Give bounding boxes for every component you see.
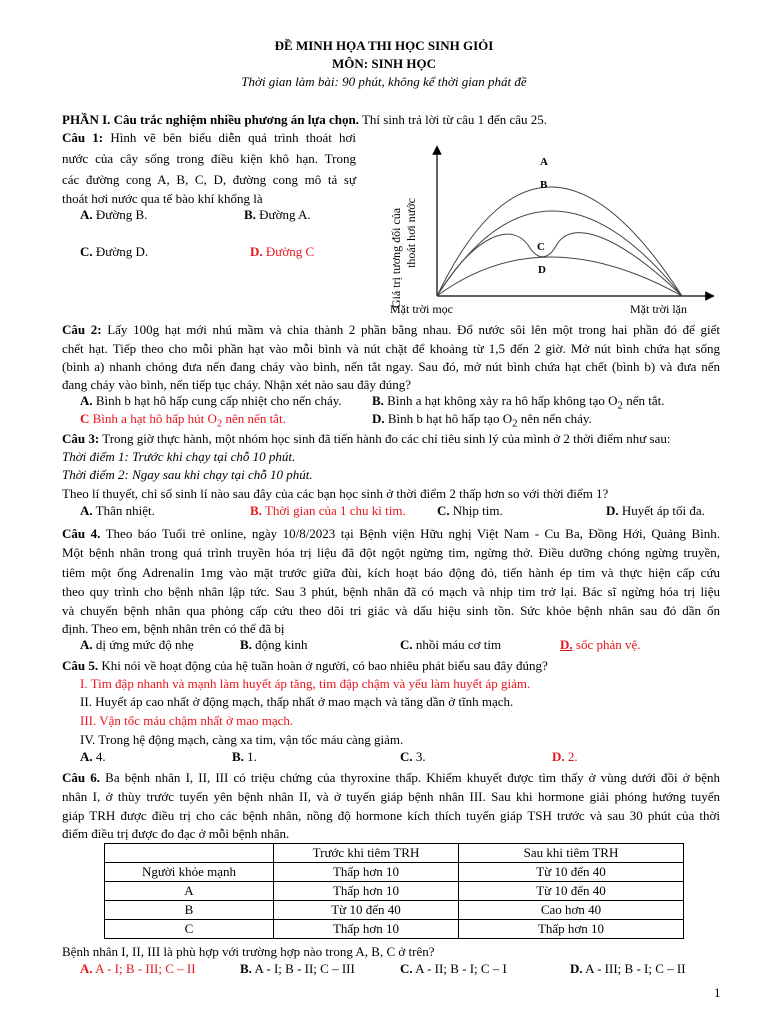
q6-option-a[interactable] (80, 961, 196, 977)
option-text: A - I; B - II; C – III (251, 961, 355, 976)
q4-option-b[interactable] (240, 637, 308, 653)
table-cell: Thấp hơn 10 (274, 882, 459, 901)
table-row (105, 920, 684, 939)
table-cell: Cao hơn 40 (459, 901, 684, 920)
option-text: Bình b hạt hô hấp cung cấp nhiệt cho nến cháy. (92, 393, 342, 408)
q3-option-b[interactable] (250, 503, 406, 519)
q2-option-b[interactable] (372, 393, 664, 412)
table-cell: B (105, 901, 274, 920)
option-text: Đường C (262, 244, 315, 259)
q2-text1: Lấy 100g hạt mới nhú mầm và chia thành 2 phần bằng nhau. Đổ nước sôi lên một trong hai phần đó để giết (101, 322, 721, 337)
tsh-table (104, 843, 684, 939)
table-row (105, 863, 684, 882)
option-text: sốc phản vệ. (572, 637, 641, 652)
curve-label-b: B (540, 179, 548, 191)
table-cell: Thấp hơn 10 (274, 920, 459, 939)
table-cell: Từ 10 đến 40 (274, 901, 459, 920)
figure-xlabel-right: Mặt trời lặn (630, 302, 687, 316)
option-letter: B. (232, 749, 244, 764)
option-letter: B. (244, 207, 256, 222)
q5-statement-1: I. Tim đập nhanh và mạnh làm huyết áp tăng, tim đập chậm và yếu làm huyết áp giảm. (80, 676, 531, 691)
q6-line4: điểm điều trị được đo đạc ở mỗi bệnh nhân. (62, 826, 290, 841)
q3-option-c[interactable] (437, 503, 503, 519)
q4-option-d[interactable] (560, 637, 641, 653)
option-text: Đường B. (92, 207, 148, 222)
option-letter: B. (240, 637, 252, 652)
q1-option-b[interactable] (244, 207, 311, 223)
q6-label: Câu 6. (62, 770, 101, 785)
option-text: động kinh (251, 637, 308, 652)
option-letter: A. (80, 207, 93, 222)
option-text: 1. (243, 749, 257, 764)
q3-text1: Trong giờ thực hành, một nhóm học sinh đã tiến hành đo các chỉ tiêu sinh lý của mình ở 2 thời điểm như sau: (99, 431, 671, 446)
q6-option-b[interactable] (240, 961, 355, 977)
q6-option-d[interactable] (570, 961, 686, 977)
option-text: Đường A. (255, 207, 311, 222)
q4-option-a[interactable] (80, 637, 194, 653)
q5-statement-3: III. Vận tốc máu chậm nhất ở mao mạch. (80, 713, 294, 728)
q3-line1 (62, 429, 720, 448)
q6-question: Bệnh nhân I, II, III là phù hợp với trường hợp nào trong A, B, C ở trên? (62, 944, 435, 959)
table-row (105, 901, 684, 920)
q2-line1 (62, 320, 720, 339)
table-header-row (105, 844, 684, 863)
option-text: Bình b hạt hô hấp tạo O (384, 411, 513, 426)
subscript: 2 (512, 417, 518, 430)
option-text: nhồi máu cơ tim (412, 637, 502, 652)
q6-line3: giáp TRH được điều trị cho các bệnh nhân, nồng độ hormone kích thích tuyến giáp TSH trước và sau 30 phút của thời (62, 808, 720, 823)
option-letter: B. (372, 393, 384, 408)
table-row (105, 882, 684, 901)
q5-statement-2: II. Huyết áp cao nhất ở động mạch, thấp nhất ở mao mạch và tăng dần ở tĩnh mạch. (80, 694, 514, 709)
figure-ylabel-2: thoát hơi nước (404, 198, 418, 268)
option-letter: B. (250, 503, 262, 518)
q4-option-c[interactable] (400, 637, 501, 653)
option-text: 4. (92, 749, 106, 764)
curve-label-c: C (537, 241, 545, 253)
table-cell: Thấp hơn 10 (459, 920, 684, 939)
option-letter: D. (606, 503, 619, 518)
option-letter: C. (437, 503, 450, 518)
curve-label-a: A (540, 156, 548, 168)
part1-instruction: Thí sinh trả lời từ câu 1 đến câu 25. (358, 112, 547, 127)
table-cell: Từ 10 đến 40 (459, 882, 684, 901)
table-cell: Người khỏe mạnh (105, 863, 274, 882)
option-text: nên nến cháy. (517, 411, 592, 426)
q5-statement-4: IV. Trong hệ động mạch, càng xa tim, vận tốc máu càng giảm. (80, 732, 404, 747)
part1-heading-line (62, 110, 720, 129)
q3-label: Câu 3: (62, 431, 100, 446)
option-letter: A. (80, 503, 93, 518)
q4-line2: Một bệnh nhân trong quá trình truyền hóa trị liệu đã đột ngột ngừng tim, ngừng thở. Điều dưỡng chóng ngừng truyền, (62, 545, 720, 560)
q2-option-a[interactable] (80, 393, 342, 409)
table-cell: C (105, 920, 274, 939)
q5-option-c[interactable] (400, 749, 426, 765)
transpiration-figure (382, 128, 732, 318)
exam-subject: MÔN: SINH HỌC (332, 56, 436, 71)
exam-time: Thời gian làm bài: 90 phút, không kể thời gian phát đề (241, 74, 527, 89)
option-letter: D. (552, 749, 565, 764)
page-number: 1 (714, 985, 721, 1000)
option-text: A - II; B - I; C – I (412, 961, 507, 976)
curve-label-d: D (538, 264, 546, 276)
q4-line1 (62, 524, 720, 543)
option-text: dị ứng mức độ nhẹ (92, 637, 194, 652)
q1-label: Câu 1: (62, 130, 104, 145)
q1-option-c[interactable] (80, 244, 148, 260)
option-letter: C. (400, 637, 413, 652)
q2-line2: chết hạt. Tiếp theo cho mỗi phần hạt vào mỗi bình và nút chặt để khoảng từ 1,5 đến 2 giờ. Mở nút bình chứa hạt sống (62, 341, 720, 356)
q2-line3: (bình a) nhanh chóng đưa nến đang cháy vào bình, nến tắt ngay. Sau đó, mở nút bình chứa hạt chết (bình b) và đưa nến (62, 359, 720, 374)
option-text: 3. (412, 749, 426, 764)
q6-option-c[interactable] (400, 961, 507, 977)
q2-option-d[interactable] (372, 411, 592, 430)
q2-label: Câu 2: (62, 322, 102, 337)
q4-label: Câu 4. (62, 526, 101, 541)
q1-option-d[interactable] (250, 244, 314, 260)
curve-b (437, 211, 682, 296)
option-text: Bình a hạt hô hấp hút O (89, 411, 217, 426)
table-header-cell: Trước khi tiêm TRH (274, 844, 459, 863)
table-cell: Thấp hơn 10 (274, 863, 459, 882)
q6-line2: nhân I, ở thùy trước tuyến yên bệnh nhân II, và ở tuyến giáp bệnh nhân III. Sau khi hormone giải phóng hướng tuyến (62, 789, 720, 804)
table-header-cell: Sau khi tiêm TRH (459, 844, 684, 863)
option-letter: C. (400, 961, 413, 976)
q3-option-a[interactable] (80, 503, 155, 519)
q5-option-a[interactable] (80, 749, 106, 765)
q5-option-d[interactable] (552, 749, 578, 765)
q6-line1 (62, 768, 720, 787)
q1-line2: nước của cây sống trong điều kiện khô hạn. Trong (62, 151, 356, 166)
subscript: 2 (216, 417, 223, 430)
q5-option-b[interactable] (232, 749, 257, 765)
option-text: Nhịp tim. (449, 503, 503, 518)
q1-line3: các đường cong A, B, C, D, đường cong mô tả sự (62, 172, 356, 187)
q3-time1: Thời điểm 1: Trước khi chạy tại chỗ 10 phút. (62, 449, 296, 464)
option-letter: A. (80, 961, 93, 976)
option-letter: A. (80, 637, 93, 652)
table-header-cell (105, 844, 274, 863)
q3-time2: Thời điểm 2: Ngay sau khi chạy tại chỗ 10 phút. (62, 467, 313, 482)
curve-c (437, 233, 682, 296)
option-letter: D. (560, 637, 573, 652)
figure-ylabel-1: Giá trị tương đối của (389, 207, 403, 309)
option-text: A - III; B - I; C – II (582, 961, 686, 976)
option-letter: C. (80, 244, 93, 259)
q2-option-c[interactable] (80, 411, 286, 430)
option-letter: D. (570, 961, 583, 976)
option-letter: C. (400, 749, 413, 764)
q5-stem (62, 656, 720, 675)
subscript: 2 (617, 399, 623, 412)
table-cell: A (105, 882, 274, 901)
option-text: Đường D. (92, 244, 149, 259)
option-text: nến tắt. (622, 393, 665, 408)
q2-line4: đang cháy vào bình, nến tiếp tục cháy. Nhận xét nào sau đây đúng? (62, 377, 411, 392)
exam-title: ĐỀ MINH HỌA THI HỌC SINH GIỎI (274, 38, 494, 53)
option-letter: B. (240, 961, 252, 976)
q4-text1: Theo báo Tuổi trẻ online, ngày 10/8/2023 tại Bệnh viện Hữu nghị Việt Nam - Cu Ba, Đồng Hới, Quảng Bình. (100, 526, 720, 541)
option-letter: C (80, 411, 90, 426)
option-letter: A. (80, 393, 93, 408)
option-text: Huyết áp tối đa. (618, 503, 705, 518)
part1-heading: PHẦN I. Câu trắc nghiệm nhiều phương án lựa chọn. (62, 112, 359, 127)
q5-text: Khi nói về hoạt động của hệ tuần hoàn ở người, có bao nhiêu phát biểu sau đây đúng? (98, 658, 548, 673)
q1-line1 (62, 128, 356, 147)
option-text: nên nến tắt. (222, 411, 286, 426)
q1-option-a[interactable] (80, 207, 147, 223)
curve-d (437, 257, 682, 296)
q4-line4: theo quy trình cho bệnh nhân lập tức. Sau 3 phút, bệnh nhân đã có mạch và nhịp tim trở lại. Bác sĩ ngừng hóa trị liệu (62, 584, 720, 599)
q6-text1: Ba bệnh nhân I, II, III có triệu chứng của thyroxine thấp. Khiếm khuyết được tìm thấy ở vùng dưới đồi ở bệnh (100, 770, 720, 785)
option-letter: A. (80, 749, 93, 764)
option-text: Thời gian của 1 chu kì tim. (261, 503, 406, 518)
q4-line5: và chuyển bệnh nhân qua phòng cấp cứu theo dõi tri giác và dấu hiệu sinh tồn. Sức khỏe bệnh nhân sau đó dần ổn (62, 603, 720, 618)
q4-line6: định. Theo em, bệnh nhân trên có thể đã bị (62, 621, 285, 636)
q3-option-d[interactable] (606, 503, 705, 519)
option-text: 2. (564, 749, 578, 764)
option-text: Thân nhiệt. (92, 503, 155, 518)
option-text: Bình a hạt không xảy ra hô hấp không tạo O (383, 393, 618, 408)
q1-text1: Hình vẽ bên biểu diễn quá trình thoát hơi (103, 130, 357, 145)
table-cell: Từ 10 đến 40 (459, 863, 684, 882)
q5-label: Câu 5. (62, 658, 99, 673)
option-letter: D. (250, 244, 263, 259)
q3-question: Theo lí thuyết, chỉ số sinh lí nào sau đây của các bạn học sinh ở thời điểm 2 thấp hơn so với thời điểm 1? (62, 486, 609, 501)
q1-line4: thoát hơi nước qua tế bào khí khổng là (62, 191, 263, 206)
figure-xlabel-left: Mặt trời mọc (390, 302, 453, 316)
option-text: A - I; B - III; C – II (92, 961, 196, 976)
q4-line3: tiêm một ống Adrenalin 1mg vào mặt trước giữa đùi, kích hoạt báo động đỏ, tiến hành ép tim và thực hiện cấp cứu (62, 565, 720, 580)
option-letter: D. (372, 411, 385, 426)
